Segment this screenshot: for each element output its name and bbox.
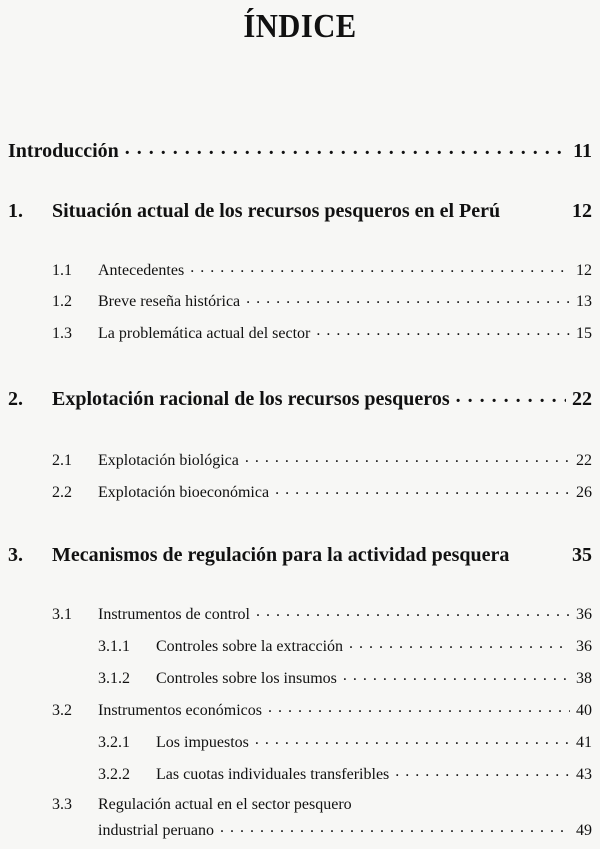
toc-page-number: 12 — [576, 262, 592, 279]
toc-entry-label: Mecanismos de regulación para la actividad pesquera — [52, 544, 510, 566]
toc-entry-label: Explotación biológica — [98, 452, 239, 469]
dot-leader — [246, 290, 570, 308]
toc-page-number: 43 — [576, 766, 592, 783]
toc-entry-label: La problemática actual del sector — [98, 325, 311, 342]
dot-leader — [255, 731, 570, 749]
toc-page-number: 11 — [573, 140, 592, 162]
toc-entry-number: 2.2 — [52, 484, 72, 501]
toc-entry-number: 1.1 — [52, 262, 72, 279]
toc-entry-1-3[interactable] — [52, 325, 592, 343]
toc-entry-2-2[interactable] — [52, 484, 592, 502]
toc-entry-label: industrial peruano — [98, 822, 214, 839]
toc-page-number: 49 — [576, 822, 592, 839]
toc-entry-label: Regulación actual en el sector pesquero — [98, 796, 352, 813]
toc-entry-number: 1.3 — [52, 325, 72, 342]
dot-leader — [256, 603, 570, 621]
dot-leader — [456, 385, 566, 408]
toc-entry-label: Situación actual de los recursos pesqueros en el Perú — [52, 200, 501, 222]
toc-entry-label: Los impuestos — [156, 734, 249, 751]
toc-page-number: 13 — [576, 293, 592, 310]
toc-entry-label: Controles sobre la extracción — [156, 638, 344, 655]
toc-page-number: 22 — [576, 452, 592, 469]
toc-entry-number: 3.1 — [52, 606, 72, 623]
toc-entry-1-2[interactable] — [52, 293, 592, 311]
toc-entry-label: Explotación bioeconómica — [98, 484, 270, 501]
toc-entry-label: Antecedentes — [98, 262, 185, 279]
toc-entry-label: Instrumentos de control — [98, 606, 250, 623]
toc-entry-number: 1.2 — [52, 293, 72, 310]
toc-entry-3-1-1[interactable] — [98, 638, 592, 656]
toc-entry-number: 2. — [8, 388, 23, 410]
dot-leader — [349, 635, 570, 653]
toc-page-number: 12 — [572, 200, 592, 222]
toc-entry-number: 3.1.2 — [98, 670, 130, 687]
toc-entry-3-2[interactable] — [52, 702, 592, 720]
toc-entry-introduction[interactable] — [8, 140, 592, 163]
toc-entry-chapter-1[interactable] — [8, 200, 592, 223]
toc-entry-number: 3.2.1 — [98, 734, 130, 751]
toc-entry-3-3[interactable] — [52, 796, 592, 814]
toc-entry-label: Instrumentos económicos — [98, 702, 262, 719]
toc-entry-3-2-2[interactable] — [98, 766, 592, 784]
dot-leader — [125, 137, 567, 160]
dot-leader — [343, 667, 570, 685]
toc-page-number: 40 — [576, 702, 592, 719]
dot-leader — [268, 699, 570, 717]
dot-leader — [190, 259, 570, 277]
toc-entry-3-1[interactable] — [52, 606, 592, 624]
toc-entry-1-1[interactable] — [52, 262, 592, 280]
dot-leader — [220, 819, 570, 837]
toc-entry-label: Las cuotas individuales transferibles — [156, 766, 390, 783]
toc-entry-3-3-continuation[interactable] — [98, 822, 592, 840]
toc-entry-number: 1. — [8, 200, 23, 222]
toc-entry-chapter-2[interactable] — [8, 388, 592, 411]
toc-entry-number: 3.2 — [52, 702, 72, 719]
toc-page-number: 41 — [576, 734, 592, 751]
toc-page-number: 26 — [576, 484, 592, 501]
toc-entry-number: 3.3 — [52, 796, 72, 813]
toc-page-number: 35 — [572, 544, 592, 566]
toc-entry-number: 3.1.1 — [98, 638, 130, 655]
index-title: ÍNDICE — [243, 8, 357, 45]
toc-entry-number: 2.1 — [52, 452, 72, 469]
toc-entry-number: 3.2.2 — [98, 766, 130, 783]
dot-leader — [316, 322, 570, 340]
toc-entry-label: Introducción — [8, 140, 119, 162]
dot-leader — [275, 481, 570, 499]
toc-entry-3-1-2[interactable] — [98, 670, 592, 688]
toc-entry-2-1[interactable] — [52, 452, 592, 470]
dot-leader — [395, 763, 570, 781]
toc-entry-number: 3. — [8, 544, 23, 566]
toc-page-number: 38 — [576, 670, 592, 687]
toc-entry-label: Explotación racional de los recursos pesqueros — [52, 388, 450, 410]
toc-page-number: 22 — [572, 388, 592, 410]
dot-leader — [245, 449, 570, 467]
toc-entry-3-2-1[interactable] — [98, 734, 592, 752]
toc-entry-chapter-3[interactable] — [8, 544, 592, 567]
toc-entry-label: Controles sobre los insumos — [156, 670, 337, 687]
toc-page-number: 36 — [576, 638, 592, 655]
toc-page-number: 15 — [576, 325, 592, 342]
toc-page-number: 36 — [576, 606, 592, 623]
toc-entry-label: Breve reseña histórica — [98, 293, 241, 310]
